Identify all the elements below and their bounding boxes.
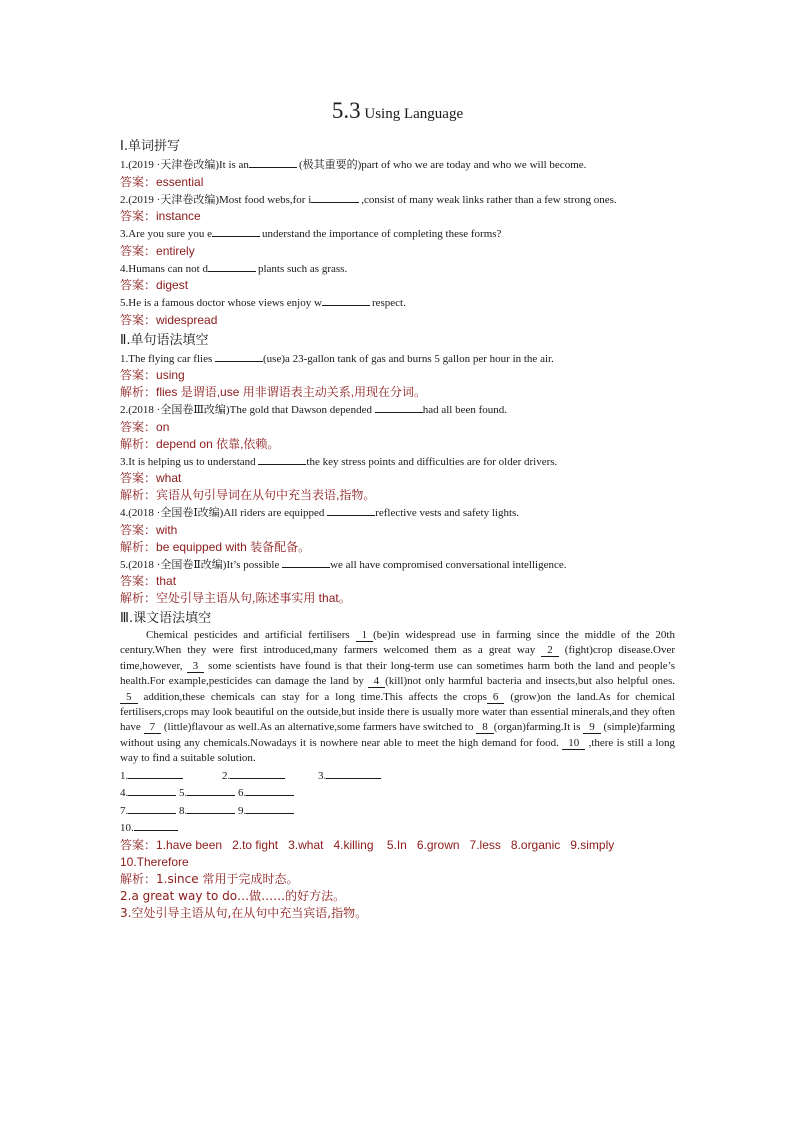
answer-value: on [156,419,170,434]
passage-text: Chemical pesticides and artificial fertilisers [146,629,356,641]
answer-value: entirely [156,243,195,258]
explanation-text: 空处引导主语从句,陈述事实用 that。 [156,591,351,605]
answer-value: widespread [156,312,218,327]
grid-label: 4. [120,787,129,800]
section-3-explanation [120,888,675,905]
passage-blank[interactable]: 9 [583,721,601,734]
question-text: 3.Are you sure you e [120,228,212,240]
passage-blank[interactable]: 10 [562,737,585,750]
passage-text: (fight)crop disease.Over time,however, [120,644,675,672]
answer-line [120,522,675,539]
answer-line [120,243,675,260]
answer-blank[interactable] [282,556,330,568]
question [120,453,675,471]
answer-blank[interactable] [212,225,260,237]
answers-line-1: 1.have been 2.to fight 3.what 4.killing 5.In 6.grown 7.less 8.organic 9.simply [156,837,615,852]
question-text: 5.He is a famous doctor whose views enjoy w [120,297,322,309]
answer-prefix: 答案： [120,419,157,434]
explanation-text: flies 是谓语,use 用非谓语表主动关系,用现在分词。 [156,385,427,399]
answer-line [120,470,675,487]
answer-blank[interactable] [246,784,294,796]
answer-blank[interactable] [128,802,176,814]
passage-blank[interactable]: 8 [476,721,494,734]
answer-grid [120,767,675,837]
passage-blank[interactable]: 3 [187,660,205,673]
answer-line [120,367,675,384]
worksheet-page [120,98,675,922]
question-text: the key stress points and difficulties are for older drivers. [306,455,558,468]
question-text: 4.Humans can not d [120,262,208,275]
explanation-line [120,590,675,607]
explanation-line: 1.since 常用于完成时态。 [156,871,299,886]
explanation-text: 宾语从句引导词在从句中充当表语,指物。 [156,488,376,502]
explanation-line [120,487,675,504]
explanation-line [120,539,675,556]
passage-blank[interactable]: 2 [541,644,559,657]
answer-prefix: 答案： [120,209,157,223]
answer-prefix: 答案： [120,312,157,327]
explanation-prefix: 解析： [120,539,157,554]
section-3-explanation [120,905,675,922]
passage-blank[interactable]: 7 [144,721,162,734]
question [120,401,675,419]
explanation-prefix: 解析： [120,591,157,605]
answer-blank[interactable] [128,784,176,796]
question-text: 5.(2018 ·全国卷Ⅱ改编)It’s possible [120,558,280,571]
answer-blank[interactable] [375,401,423,413]
question [120,156,675,174]
grid-label: 9. [238,804,247,817]
grid-label: 8. [179,804,188,817]
answer-blank[interactable] [326,767,381,779]
answer-line [120,277,675,294]
answer-grid-row [120,819,675,837]
question [120,294,675,312]
grid-label: 5. [179,787,188,800]
answer-line [120,419,675,436]
answer-value: using [156,368,185,382]
answer-blank[interactable] [258,453,306,465]
answer-prefix: 答案： [120,174,157,189]
passage-text: (be)in widespread use in farming since the middle of the 20th century.When they were first introduced,many farmers welcomed them as a great way [120,629,675,657]
title-number: 5.3 [331,98,361,123]
grid-label: 2. [222,769,231,782]
passage-text: (simple)farming without using any chemicals.Nowadays it is nowhere near able to meet the high demand for food. [120,721,675,749]
answer-line [120,208,675,225]
answer-grid-row [120,784,675,802]
answer-grid-row [120,767,675,785]
answer-value: that [156,574,177,588]
answer-blank[interactable] [208,260,256,272]
answer-blank[interactable] [322,294,370,306]
question-text: 2.(2018 ·全国卷Ⅲ改编)The gold that Dawson depended [120,404,372,416]
title-text: Using Language [364,106,464,122]
answer-blank[interactable] [128,767,183,779]
answer-blank[interactable] [134,819,178,831]
answer-blank[interactable] [187,784,235,796]
answer-blank[interactable] [249,156,297,168]
answer-prefix: 答案： [120,471,157,485]
question-text: (极其重要的)part of who we are today and who we will become. [298,159,587,171]
answer-value: instance [156,209,201,223]
passage-text: addition,these chemicals can stay for a long time.This affects the crops [137,690,487,703]
answer-blank[interactable] [246,802,294,814]
question-text: we all have compromised conversational intelligence. [330,558,567,571]
explanation-prefix: 解析： [120,871,157,886]
answer-line [120,174,675,191]
answer-value: essential [156,174,204,189]
passage-blank[interactable]: 6 [487,691,505,704]
answer-prefix: 答案： [120,278,157,292]
passage-text: (little)flavour as well.As an alternative,some farmers have switched to [161,721,477,734]
question-text: 1.The flying car flies [120,352,213,365]
question-text: respect. [371,297,406,309]
question [120,350,675,368]
explanation-line [120,436,675,453]
grid-label: 3. [318,769,327,782]
explanation-line: 3.空处引导主语从句,在从句中充当宾语,指物。 [120,905,368,920]
answer-prefix: 答案： [120,574,157,588]
question-text: 4.(2018 ·全国卷Ⅰ改编)All riders are equipped [120,507,325,519]
answer-prefix: 答案： [120,522,157,537]
answer-line [120,573,675,590]
passage-text: ,there is still a long way to find a suitable solution. [120,736,676,765]
answer-blank[interactable] [187,802,235,814]
grid-label: 10. [120,822,134,835]
grid-label: 1. [120,769,129,782]
section-3-answers-cont [120,854,675,871]
explanation-text: depend on 依靠,依赖。 [156,436,280,451]
answer-value: with [156,522,178,537]
explanation-prefix: 解析： [120,488,157,502]
answer-line [120,312,675,329]
passage-blank[interactable]: 5 [120,691,138,704]
grid-label: 7. [120,804,129,817]
section-3-heading: Ⅲ.课文语法填空 [120,611,212,626]
grid-label: 6. [238,787,247,800]
explanation-line [120,384,675,401]
answer-blank[interactable] [215,350,263,362]
answer-prefix: 答案： [120,837,157,852]
question [120,225,675,243]
section-3-explanation [120,871,675,888]
answer-prefix: 答案： [120,243,157,258]
passage-text: (organ)farming.It is [493,721,584,734]
answer-value: what [156,471,182,485]
cloze-passage [120,628,675,767]
question [120,556,675,574]
answers-line-2: 10.Therefore [120,854,189,869]
question-text: plants such as grass. [257,262,348,275]
explanation-prefix: 解析： [120,436,157,451]
explanation-prefix: 解析： [120,385,157,399]
question-text: 3.It is helping us to understand [120,455,256,468]
passage-blank[interactable]: 1 [356,629,374,642]
page-title [120,98,675,127]
question [120,504,675,522]
section-1-heading: Ⅰ.单词拼写 [120,139,180,154]
explanation-line: 2.a great way to do…做……的好方法。 [120,888,346,903]
section-2-heading: Ⅱ.单句语法填空 [120,332,209,348]
question-text: reflective vests and safety lights. [375,507,520,519]
section-1-items [120,156,675,329]
section-2-items [120,350,675,608]
question-text: had all been found. [422,404,508,416]
answer-value: digest [156,278,189,292]
question-text: 1.(2019 ·天津卷改编)It is an [120,159,249,171]
passage-blank[interactable]: 4 [368,675,386,688]
answer-prefix: 答案： [120,368,157,382]
explanation-text: be equipped with 装备配备。 [156,539,311,554]
answer-blank[interactable] [230,767,285,779]
answer-blank[interactable] [311,191,359,203]
passage-text: (grow)on the land.As for chemical fertilisers,crops may look beautiful on the outside,but inside there is usually more water than essential minerals,and they often have [120,690,675,734]
question-text: understand the importance of completing these forms? [261,228,502,240]
question-text: (use)a 23-gallon tank of gas and burns 5 gallon per hour in the air. [263,352,554,365]
question [120,260,675,278]
passage-text: some scientists have found is that their long-term use can sometimes harm both the land and people’s health.For example,pesticides can damage the land by [120,659,675,688]
section-3-answers [120,837,675,854]
answer-grid-row [120,802,675,820]
passage-text: (kill)not only harmful bacteria and insects,but also helpful ones. [385,675,676,688]
question-text: ,consist of many weak links rather than a few strong ones. [361,193,617,206]
question-text: 2.(2019 ·天津卷改编)Most food webs,for i [120,193,312,206]
answer-blank[interactable] [327,504,375,516]
question [120,191,675,209]
